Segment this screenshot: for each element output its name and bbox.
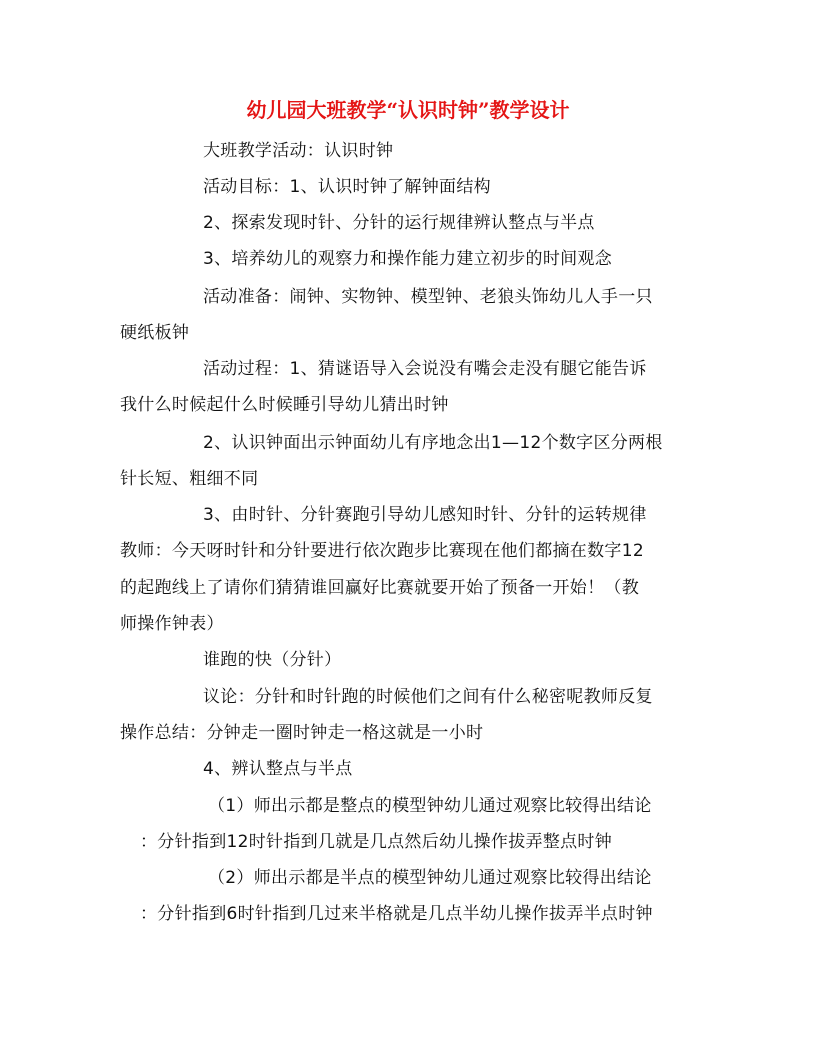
paragraph-line: 针长短、粗细不同	[120, 469, 259, 489]
paragraph-line: 3、由时针、分针赛跑引导幼儿感知时针、分针的运转规律	[203, 505, 647, 525]
paragraph-line: 活动过程：1、猜谜语导入会说没有嘴会走没有腿它能告诉	[203, 359, 647, 379]
paragraph-line: 活动准备：闹钟、实物钟、模型钟、老狼头饰幼儿人手一只	[203, 287, 653, 307]
paragraph-line: 4、辨认整点与半点	[203, 759, 353, 779]
paragraph-line: 大班教学活动：认识时钟	[203, 141, 394, 161]
paragraph-line: ：分针指到6时针指到几过来半格就是几点半幼儿操作拔弄半点时钟	[140, 904, 653, 924]
paragraph-line: （1）师出示都是整点的模型钟幼儿通过观察比较得出结论	[208, 796, 652, 816]
paragraph-line: 师操作钟表）	[120, 614, 224, 634]
paragraph-line: 硬纸板钟	[120, 323, 190, 343]
paragraph-line: 我什么时候起什么时候睡引导幼儿猜出时钟	[120, 395, 449, 415]
paragraph-line: （2）师出示都是半点的模型钟幼儿通过观察比较得出结论	[208, 868, 652, 888]
paragraph-line: 2、认识钟面出示钟面幼儿有序地念出1—12个数字区分两根	[203, 433, 663, 453]
paragraph-line: 3、培养幼儿的观察力和操作能力建立初步的时间观念	[203, 249, 613, 269]
paragraph-line: 2、探索发现时针、分针的运行规律辨认整点与半点	[203, 213, 595, 233]
paragraph-line: 教师：今天呀时针和分针要进行依次跑步比赛现在他们都摘在数字12	[120, 541, 644, 561]
document-title: 幼儿园大班教学“认识时钟”教学设计	[246, 98, 570, 122]
paragraph-line: 活动目标：1、认识时钟了解钟面结构	[203, 177, 491, 197]
paragraph-line: 谁跑的快（分针）	[203, 650, 342, 670]
paragraph-line: 操作总结：分钟走一圈时钟走一格这就是一小时	[120, 723, 484, 743]
paragraph-line: 的起跑线上了请你们猜猜谁回赢好比赛就要开始了预备一开始！（教	[120, 578, 639, 598]
paragraph-line: 议论：分针和时针跑的时候他们之间有什么秘密呢教师反复	[203, 687, 653, 707]
paragraph-line: ：分针指到12时针指到几就是几点然后幼儿操作拔弄整点时钟	[140, 832, 613, 852]
